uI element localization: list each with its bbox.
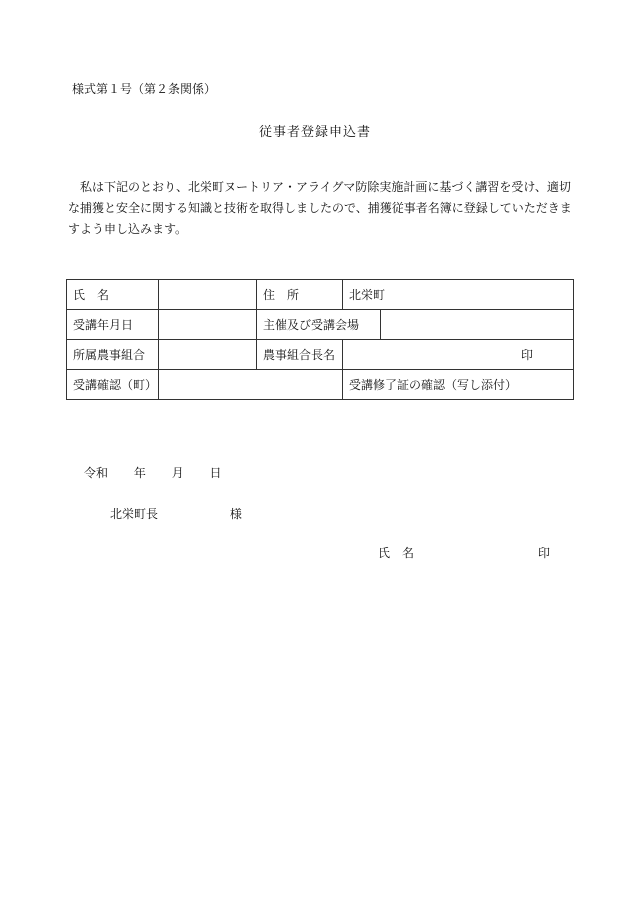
day-label: 日	[209, 466, 222, 480]
month-label: 月	[171, 466, 184, 480]
table-row-training-date	[67, 310, 574, 340]
coop-head-field[interactable]	[343, 340, 574, 370]
applicant-seal-mark: 印	[537, 546, 550, 560]
address-label: 住 所	[257, 280, 343, 310]
table-row-name	[67, 280, 574, 310]
coop-label: 所属農事組合	[67, 340, 159, 370]
document-title: 従事者登録申込書	[258, 125, 371, 140]
training-date-field[interactable]	[159, 310, 257, 340]
seal-mark: 印	[521, 348, 534, 362]
registration-table	[66, 279, 574, 400]
statement-paragraph: 私は下記のとおり、北栄町ヌートリア・アライグマ防除実施計画に基づく講習を受け、適切な捕獲と安全に関する知識と技術を取得しましたので、捕獲従事者名簿に登録していただきますよう申し込みます。	[68, 180, 572, 236]
organizer-label: 主催及び受講会場	[257, 310, 381, 340]
era-label: 令和	[84, 466, 109, 480]
table-row-confirmation	[67, 370, 574, 400]
year-label: 年	[133, 466, 146, 480]
application-statement	[68, 177, 578, 240]
honorific-label: 様	[229, 507, 242, 521]
addressee	[110, 505, 242, 522]
name-label: 氏 名	[67, 280, 159, 310]
table-row-coop	[67, 340, 574, 370]
training-date-label: 受講年月日	[67, 310, 159, 340]
name-field[interactable]	[159, 280, 257, 310]
application-date	[84, 464, 222, 481]
certificate-label: 受講修了証の確認（写し添付）	[343, 370, 574, 400]
form-number: 様式第１号（第２条関係）	[72, 82, 217, 96]
address-field[interactable]: 北栄町	[343, 280, 574, 310]
coop-field[interactable]	[159, 340, 257, 370]
coop-head-label: 農事組合長名	[257, 340, 343, 370]
confirm-town-field[interactable]	[159, 370, 343, 400]
applicant-signature	[378, 544, 550, 561]
applicant-name-label: 氏 名	[378, 546, 415, 560]
recipient-label: 北栄町長	[110, 507, 159, 521]
organizer-field[interactable]	[381, 310, 574, 340]
confirm-town-label: 受講確認（町）	[67, 370, 159, 400]
